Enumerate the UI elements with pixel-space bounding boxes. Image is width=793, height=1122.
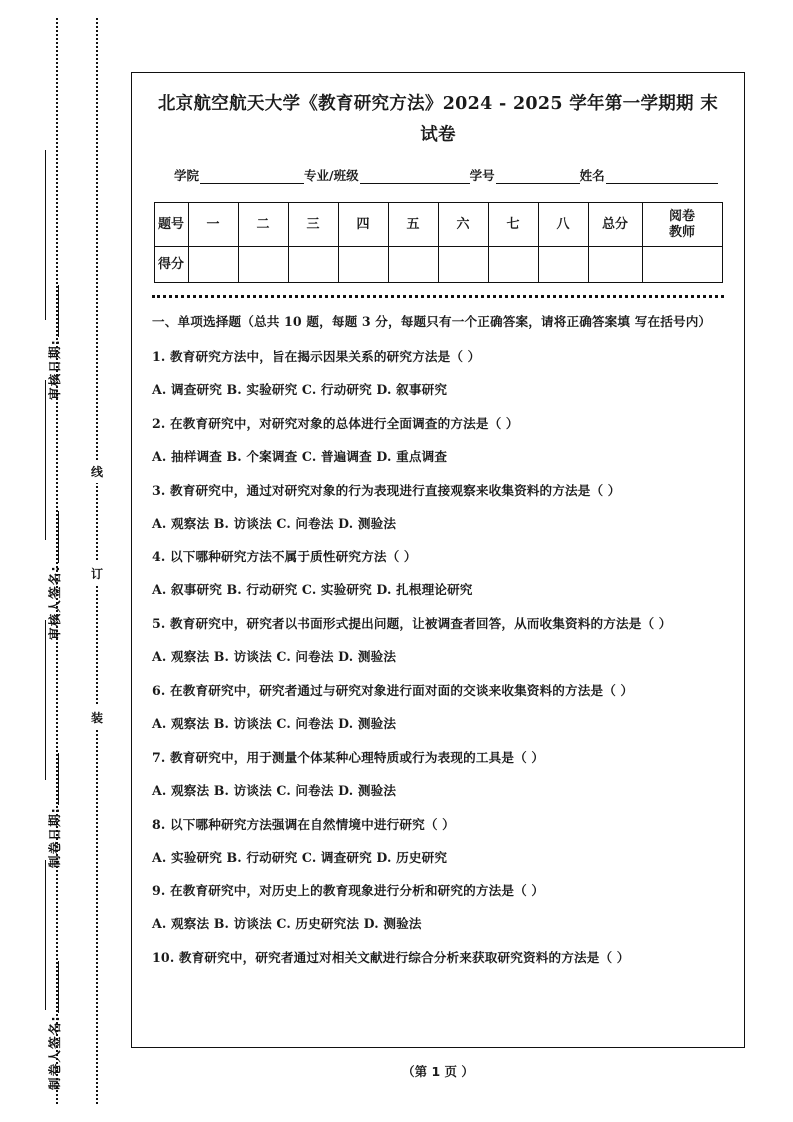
binding-label-printer-signature (45, 961, 63, 1090)
section-heading (152, 312, 724, 332)
question-5-options[interactable]: A. 观察法 B. 访谈法 C. 问卷法 D. 测验法 (152, 649, 397, 665)
binding-label-printer-signature-blank (58, 961, 59, 1013)
question-4-options[interactable]: A. 叙事研究 B. 行动研究 C. 实验研究 D. 扎根理论研究 (152, 582, 473, 598)
score-input-q1[interactable] (188, 247, 238, 283)
score-table-row-label-score (154, 247, 188, 283)
question-8-stem: 8. 以下哪种研究方法强调在自然情境中进行研究（ ） (152, 816, 455, 832)
field-name (580, 166, 718, 184)
score-table-cell-total: 总分 (588, 203, 642, 247)
score-input-q6[interactable] (438, 247, 488, 283)
score-table-cell-q4: 四 (338, 203, 388, 247)
question-6-stem: 6. 在教育研究中，研究者通过与研究对象进行面对面的交谈来收集资料的方法是（ ） (152, 683, 634, 699)
page-footer: （第 1 页 ） (402, 1064, 474, 1079)
exam-sheet (131, 72, 745, 1048)
score-input-q5[interactable] (388, 247, 438, 283)
question-6-options[interactable]: A. 观察法 B. 访谈法 C. 问卷法 D. 测验法 (152, 715, 397, 731)
score-table-row-label-question-no (154, 203, 188, 247)
question-9-stem: 9. 在教育研究中，对历史上的教育现象进行分析和研究的方法是（ ） (152, 883, 545, 899)
binding-label-printer-signature-text: 制卷人签名: (47, 1015, 62, 1090)
section-heading-line2: 写在括号内） (634, 314, 712, 330)
binding-dotted-line-inner (96, 18, 98, 1104)
field-major-class-input[interactable] (360, 171, 470, 184)
binding-label-reviewer-signature-text: 审核人签名: (47, 565, 62, 640)
section-heading-line1: 一、单项选择题（总共 10 题，每题 3 分，每题只有一个正确答案，请将正确答案填 (152, 314, 631, 330)
field-name-label: 姓名 (579, 168, 605, 184)
field-student-id (470, 166, 580, 184)
field-student-id-input[interactable] (496, 171, 580, 184)
binding-label-review-date (45, 285, 63, 400)
binding-margin (0, 0, 131, 1122)
question-7-stem: 7. 教育研究中，用于测量个体某种心理特质或行为表现的工具是（ ） (152, 749, 545, 765)
binding-label-reviewer-signature (45, 511, 63, 640)
question-9-options[interactable]: A. 观察法 B. 访谈法 C. 历史研究法 D. 测验法 (152, 916, 422, 932)
page-title-line1: 北京航空航天大学《教育研究方法》2024 - 2025 学年第一学期期 (157, 94, 694, 114)
score-input-q8[interactable] (538, 247, 588, 283)
binding-label-reviewer-signature-blank (58, 511, 59, 563)
score-table-cell-q2: 二 (238, 203, 288, 247)
score-input-q3[interactable] (288, 247, 338, 283)
binding-label-print-date-blank (58, 753, 59, 805)
score-table-row-label-score-text: 得分 (157, 256, 184, 272)
score-table-cell-q6: 六 (438, 203, 488, 247)
field-student-id-label: 学号 (469, 168, 495, 184)
score-table-cell-q3: 三 (288, 203, 338, 247)
header-separator (152, 295, 724, 298)
score-table-score-row (154, 247, 722, 283)
binding-label-review-date-blank (58, 285, 59, 337)
questions-section (152, 312, 724, 968)
field-college (174, 166, 304, 184)
field-college-label: 学院 (174, 168, 200, 184)
question-10-stem: 10. 教育研究中，研究者通过对相关文献进行综合分析来获取研究资料的方法是（ ） (152, 950, 630, 966)
seam-char-zhuang: 装 (88, 706, 106, 729)
score-table-header-row (154, 203, 722, 247)
question-1-stem: 1. 教育研究方法中，旨在揭示因果关系的研究方法是（ ） (152, 349, 481, 365)
score-input-q2[interactable] (238, 247, 288, 283)
page-title (150, 87, 726, 150)
score-table (154, 202, 723, 283)
binding-label-print-date (45, 753, 63, 868)
score-input-q7[interactable] (488, 247, 538, 283)
question-8-options[interactable]: A. 实验研究 B. 行动研究 C. 调查研究 D. 历史研究 (152, 849, 448, 865)
score-table-cell-marker-line2: 教师 (668, 224, 695, 240)
question-7-options[interactable]: A. 观察法 B. 访谈法 C. 问卷法 D. 测验法 (152, 782, 397, 798)
score-table-cell-marker-line1: 阅卷 (668, 208, 695, 224)
question-3-options[interactable]: A. 观察法 B. 访谈法 C. 问卷法 D. 测验法 (152, 515, 397, 531)
field-major-class-label: 专业/班级 (304, 168, 359, 184)
score-table-cell-q7: 七 (488, 203, 538, 247)
field-name-input[interactable] (606, 171, 718, 184)
question-1-options[interactable]: A. 调查研究 B. 实验研究 C. 行动研究 D. 叙事研究 (152, 382, 448, 398)
score-table-cell-marker (642, 203, 722, 247)
question-2-stem: 2. 在教育研究中，对研究对象的总体进行全面调查的方法是（ ） (152, 415, 519, 431)
page-title-line2: 末试卷 (420, 94, 719, 145)
question-5-stem: 5. 教育研究中，研究者以书面形式提出问题，让被调查者回答，从而收集资料的方法是（ ） (152, 616, 672, 632)
score-table-row-label-question-no-c1: 题号 (157, 216, 184, 232)
score-table-cell-q8: 八 (538, 203, 588, 247)
question-4-stem: 4. 以下哪种研究方法不属于质性研究方法（ ） (152, 549, 417, 565)
field-college-input[interactable] (200, 171, 304, 184)
binding-label-review-date-text: 审核日期: (47, 339, 62, 400)
seam-char-xian: 线 (88, 460, 106, 483)
score-input-q4[interactable] (338, 247, 388, 283)
field-major-class (304, 166, 470, 184)
seam-char-ding: 订 (88, 562, 106, 585)
score-table-cell-q1: 一 (188, 203, 238, 247)
student-info-row (174, 166, 722, 184)
score-input-total[interactable] (588, 247, 642, 283)
binding-label-print-date-text: 制卷日期: (47, 807, 62, 868)
question-3-stem: 3. 教育研究中，通过对研究对象的行为表现进行直接观察来收集资料的方法是（ ） (152, 482, 621, 498)
question-2-options[interactable]: A. 抽样调查 B. 个案调查 C. 普遍调查 D. 重点调查 (152, 448, 448, 464)
score-table-cell-q5: 五 (388, 203, 438, 247)
score-input-marker[interactable] (642, 247, 722, 283)
